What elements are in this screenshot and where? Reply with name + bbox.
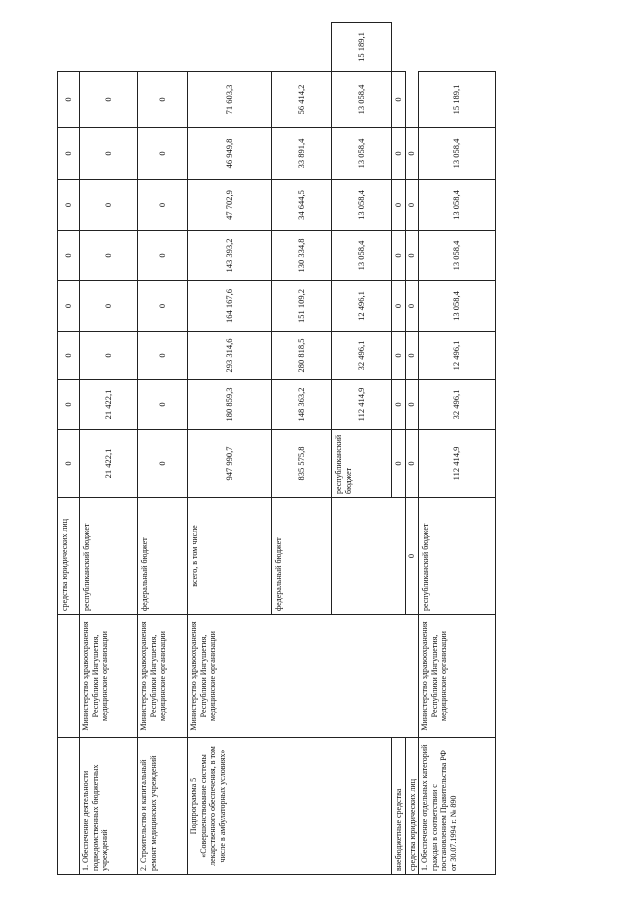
funding-source-cell: средства юридических лиц: [405, 738, 419, 875]
funding-source-cell: федеральный бюджет: [138, 498, 188, 615]
executor-cell: Министерство здравоохранения Республики Ингушетия, медицинские организации: [419, 615, 496, 738]
amount-cell: 0: [58, 281, 80, 332]
program-cell: [58, 738, 80, 875]
budget-table: [57, 22, 496, 875]
amount-cell: 0: [405, 231, 419, 281]
program-cell: 2. Строительство и капитальный ремонт медицинских учреждений: [138, 738, 188, 875]
amount-cell: 0: [405, 380, 419, 430]
amount-cell: 21 422,1: [80, 430, 138, 498]
amount-cell: 33 891,4: [272, 128, 332, 180]
amount-cell: 0: [392, 180, 406, 231]
amount-cell: 12 496,1: [419, 332, 496, 380]
amount-cell: 0: [392, 128, 406, 180]
amount-cell: 0: [405, 430, 419, 498]
amount-cell: 13 058,4: [332, 180, 392, 231]
executor-cell: [58, 615, 80, 738]
amount-cell: 148 363,2: [272, 380, 332, 430]
amount-cell: 0: [80, 128, 138, 180]
rotated-table-page: [57, 22, 484, 875]
amount-cell: 0: [80, 231, 138, 281]
amount-cell: 0: [405, 128, 419, 180]
amount-cell: 164 167,6: [188, 281, 272, 332]
amount-cell: 13 058,4: [419, 281, 496, 332]
amount-cell: 71 603,3: [188, 72, 272, 128]
amount-cell: 13 058,4: [332, 128, 392, 180]
amount-cell: 34 644,5: [272, 180, 332, 231]
amount-cell: 0: [138, 380, 188, 430]
amount-cell: 835 575,8: [272, 430, 332, 498]
program-cell: 1. Обеспечение отдельных категорий граждан в соответствии с постановлением Правительства РФ от 30.07.1994 г. № 890: [419, 738, 496, 875]
amount-cell: 47 702,9: [188, 180, 272, 231]
amount-cell: 143 393,2: [188, 231, 272, 281]
amount-cell: 0: [58, 231, 80, 281]
executor-cell: Министерство здравоохранения Республики Ингушетия, медицинские организации: [138, 615, 188, 738]
amount-cell: 0: [405, 332, 419, 380]
amount-cell: 293 314,6: [188, 332, 272, 380]
amount-cell: 13 058,4: [419, 128, 496, 180]
funding-source-cell: федеральный бюджет: [272, 498, 332, 615]
amount-cell: 0: [392, 430, 406, 498]
executor-cell: Министерство здравоохранения Республики Ингушетия, медицинские организации: [80, 615, 138, 738]
amount-cell: 13 058,4: [419, 180, 496, 231]
amount-cell: 46 949,8: [188, 128, 272, 180]
funding-source-cell: всего, в том числе: [188, 498, 272, 615]
amount-cell: 0: [58, 430, 80, 498]
amount-cell: 0: [80, 180, 138, 231]
table-row: [58, 23, 80, 875]
table-row: [419, 23, 496, 875]
amount-cell: 0: [58, 180, 80, 231]
amount-cell: 12 496,1: [332, 281, 392, 332]
amount-cell: 0: [405, 498, 419, 615]
funding-source-cell: республиканский бюджет: [419, 498, 496, 615]
table-row: [188, 23, 272, 875]
table-row: [405, 23, 419, 875]
amount-cell: 0: [58, 128, 80, 180]
amount-cell: 0: [392, 380, 406, 430]
amount-cell: 0: [138, 281, 188, 332]
amount-cell: 0: [405, 281, 419, 332]
amount-cell: 32 496,1: [419, 380, 496, 430]
amount-cell: 180 859,3: [188, 380, 272, 430]
funding-source-cell: республиканский бюджет: [332, 430, 392, 498]
amount-cell: 0: [138, 332, 188, 380]
amount-cell: 32 496,1: [332, 332, 392, 380]
amount-cell: 56 414,2: [272, 72, 332, 128]
amount-cell: 15 189,1: [419, 72, 496, 128]
amount-cell: 0: [392, 332, 406, 380]
table-row: [138, 23, 188, 875]
amount-cell: 13 058,4: [332, 72, 392, 128]
table-body: [58, 23, 496, 875]
amount-cell: 0: [58, 380, 80, 430]
amount-cell: 947 990,7: [188, 430, 272, 498]
amount-cell: 0: [58, 72, 80, 128]
table-row: [80, 23, 138, 875]
amount-cell: 15 189,1: [332, 23, 392, 72]
amount-cell: 0: [138, 128, 188, 180]
program-cell: 1. Обеспечение деятельности подведомственных бюджетных учреждений: [80, 738, 138, 875]
executor-cell: Министерство здравоохранения Республики Ингушетия, медицинские организации: [188, 615, 419, 738]
amount-cell: 151 109,2: [272, 281, 332, 332]
amount-cell: 0: [58, 332, 80, 380]
amount-cell: 21 422,1: [80, 380, 138, 430]
funding-source-cell: средства юридических лиц: [58, 498, 80, 615]
program-cell: [332, 498, 406, 615]
amount-cell: 0: [392, 281, 406, 332]
amount-cell: 0: [392, 72, 406, 128]
amount-cell: 280 818,5: [272, 332, 332, 380]
table-row: [392, 23, 406, 875]
program-cell: Подпрограмма 5 «Совершенствование системы лекарственного обеспечения, в том числе в амбулаторных условиях»: [188, 738, 392, 875]
funding-source-cell: внебюджетные средства: [392, 738, 406, 875]
amount-cell: 112 414,9: [419, 430, 496, 498]
amount-cell: 0: [80, 281, 138, 332]
amount-cell: 130 334,8: [272, 231, 332, 281]
amount-cell: 13 058,4: [332, 231, 392, 281]
amount-cell: 0: [138, 180, 188, 231]
amount-cell: 0: [138, 231, 188, 281]
funding-source-cell: республиканский бюджет: [80, 498, 138, 615]
amount-cell: 0: [138, 72, 188, 128]
amount-cell: 0: [80, 72, 138, 128]
amount-cell: 112 414,9: [332, 380, 392, 430]
amount-cell: 0: [392, 231, 406, 281]
amount-cell: 0: [138, 430, 188, 498]
amount-cell: 0: [405, 180, 419, 231]
amount-cell: 13 058,4: [419, 231, 496, 281]
amount-cell: 0: [80, 332, 138, 380]
